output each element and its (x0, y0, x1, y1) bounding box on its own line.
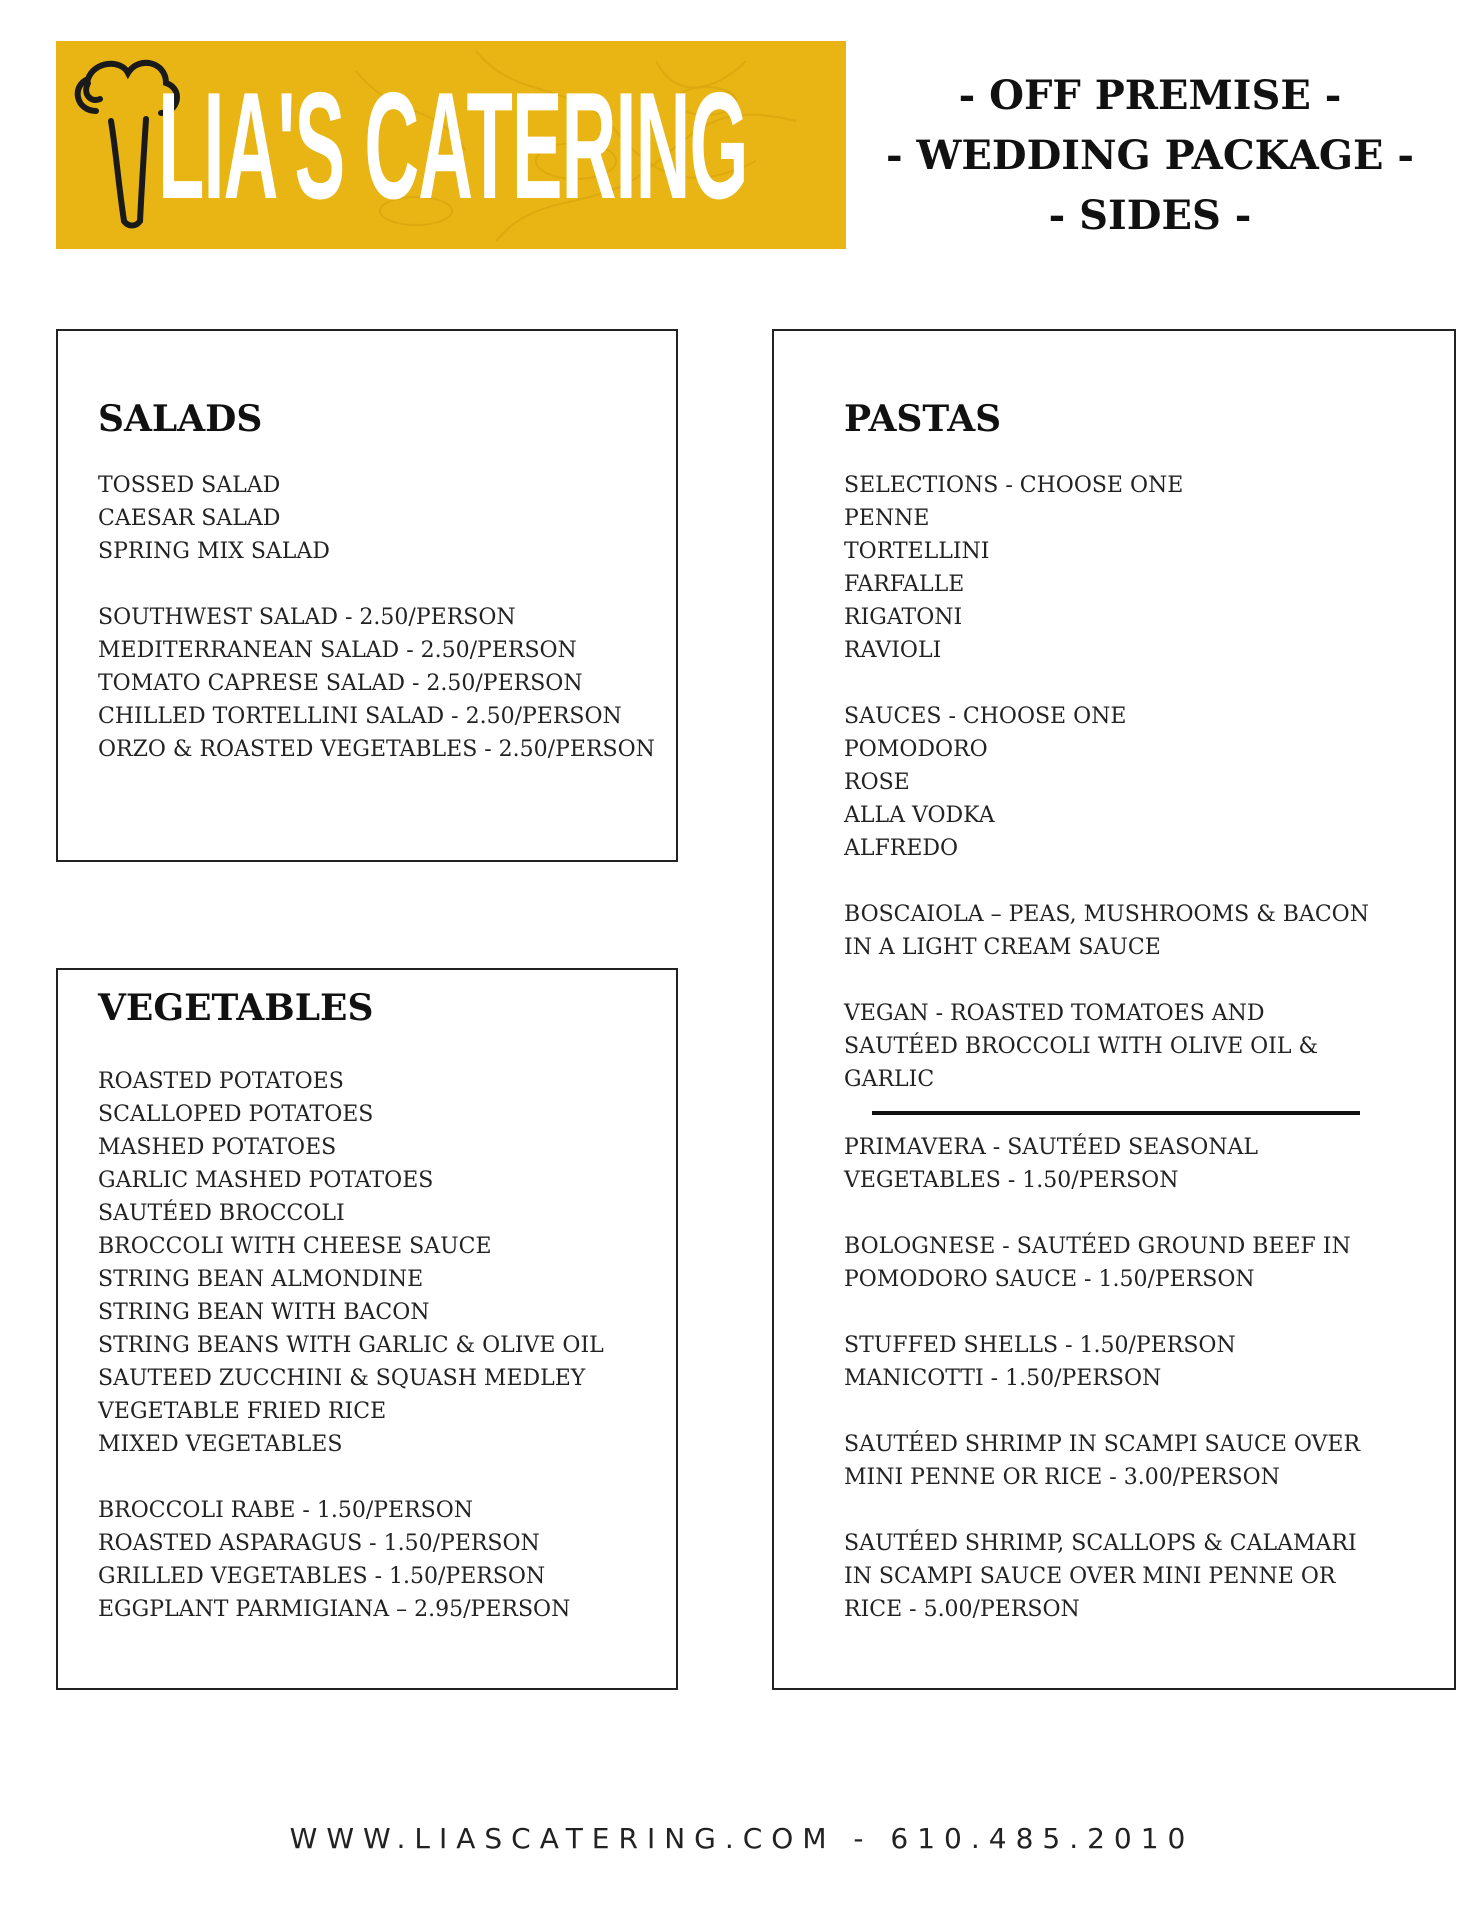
list-item: SAUTÉED BROCCOLI (98, 1201, 345, 1226)
section-divider (872, 1111, 1360, 1115)
document-headline (880, 66, 1420, 246)
list-spacer (844, 1395, 1360, 1428)
list-item: TOMATO CAPRESE SALAD - 2.50/PERSON (98, 671, 583, 696)
list-spacer (844, 964, 1369, 997)
list-item: ROASTED ASPARAGUS - 1.50/PERSON (98, 1531, 540, 1556)
list-item: MIXED VEGETABLES (98, 1432, 343, 1457)
list-spacer (98, 1461, 604, 1494)
list-spacer (98, 568, 655, 601)
pastas-section (772, 329, 1456, 1690)
list-item: SPRING MIX SALAD (98, 539, 330, 564)
list-spacer (844, 865, 1369, 898)
list-item: IN A LIGHT CREAM SAUCE (844, 935, 1161, 960)
list-item: VEGETABLE FRIED RICE (98, 1399, 387, 1424)
list-item: MASHED POTATOES (98, 1135, 337, 1160)
list-item: STUFFED SHELLS - 1.50/PERSON (844, 1333, 1236, 1358)
list-item: EGGPLANT PARMIGIANA – 2.95/PERSON (98, 1597, 571, 1622)
list-item: ORZO & ROASTED VEGETABLES - 2.50/PERSON (98, 737, 655, 762)
headline-line-1: - OFF PREMISE - (958, 72, 1342, 119)
list-item: CAESAR SALAD (98, 506, 281, 531)
list-item: VEGETABLES - 1.50/PERSON (844, 1168, 1179, 1193)
list-item: POMODORO SAUCE - 1.50/PERSON (844, 1267, 1255, 1292)
list-item: SCALLOPED POTATOES (98, 1102, 374, 1127)
list-item: BOSCAIOLA – PEAS, MUSHROOMS & BACON (844, 902, 1369, 927)
list-item: MANICOTTI - 1.50/PERSON (844, 1366, 1162, 1391)
list-spacer (844, 1494, 1360, 1527)
list-item: MINI PENNE OR RICE - 3.00/PERSON (844, 1465, 1280, 1490)
list-item: STRING BEANS WITH GARLIC & OLIVE OIL (98, 1333, 604, 1358)
vegetables-section (56, 968, 678, 1690)
list-item: STRING BEAN WITH BACON (98, 1300, 430, 1325)
list-item: RIGATONI (844, 605, 963, 630)
list-item: BROCCOLI WITH CHEESE SAUCE (98, 1234, 492, 1259)
salads-title: SALADS (98, 398, 263, 440)
list-item: BROCCOLI RABE - 1.50/PERSON (98, 1498, 474, 1523)
vegetables-title: VEGETABLES (98, 987, 374, 1029)
list-item: SAUCES - CHOOSE ONE (844, 704, 1127, 729)
headline-line-3: - SIDES - (1048, 192, 1252, 239)
pastas-title: PASTAS (844, 398, 1002, 440)
pastas-list-top (844, 469, 1369, 1096)
headline-line-2: - WEDDING PACKAGE - (885, 132, 1415, 179)
list-item: SAUTÉED SHRIMP IN SCAMPI SAUCE OVER (844, 1432, 1361, 1457)
list-item: ROSE (844, 770, 910, 795)
vegetables-list (98, 1065, 604, 1626)
list-item: PENNE (844, 506, 930, 531)
list-item: IN SCAMPI SAUCE OVER MINI PENNE OR (844, 1564, 1336, 1589)
list-item: MEDITERRANEAN SALAD - 2.50/PERSON (98, 638, 577, 663)
list-item: STRING BEAN ALMONDINE (98, 1267, 424, 1292)
list-item: FARFALLE (844, 572, 965, 597)
list-item: SAUTÉED SHRIMP, SCALLOPS & CALAMARI (844, 1531, 1357, 1556)
list-item: GARLIC (844, 1067, 935, 1092)
list-item: RICE - 5.00/PERSON (844, 1597, 1080, 1622)
list-spacer (844, 1296, 1360, 1329)
list-item: PRIMAVERA - SAUTÉED SEASONAL (844, 1135, 1258, 1160)
list-item: VEGAN - ROASTED TOMATOES AND (844, 1001, 1265, 1026)
pastas-list-bottom (844, 1131, 1360, 1626)
company-logo (56, 41, 846, 249)
list-spacer (844, 1197, 1360, 1230)
salads-section (56, 329, 678, 862)
list-item: GRILLED VEGETABLES - 1.50/PERSON (98, 1564, 546, 1589)
footer-contact: WWW.LIASCATERING.COM - 610.485.2010 (289, 1822, 1195, 1855)
list-item: ROASTED POTATOES (98, 1069, 344, 1094)
list-item: SOUTHWEST SALAD - 2.50/PERSON (98, 605, 516, 630)
list-spacer (844, 667, 1369, 700)
list-item: RAVIOLI (844, 638, 942, 663)
list-item: POMODORO (844, 737, 988, 762)
list-item: TORTELLINI (844, 539, 990, 564)
salads-list (98, 469, 655, 766)
list-item: BOLOGNESE - SAUTÉED GROUND BEEF IN (844, 1234, 1351, 1259)
list-item: ALFREDO (844, 836, 959, 861)
list-item: TOSSED SALAD (98, 473, 281, 498)
list-item: GARLIC MASHED POTATOES (98, 1168, 434, 1193)
list-item: SELECTIONS - CHOOSE ONE (844, 473, 1184, 498)
list-item: CHILLED TORTELLINI SALAD - 2.50/PERSON (98, 704, 622, 729)
list-item: SAUTEED ZUCCHINI & SQUASH MEDLEY (98, 1366, 586, 1391)
list-item: SAUTÉED BROCCOLI WITH OLIVE OIL & (844, 1034, 1319, 1059)
logo-wordmark: LIA'S CATERING (158, 61, 748, 231)
list-item: ALLA VODKA (844, 803, 995, 828)
